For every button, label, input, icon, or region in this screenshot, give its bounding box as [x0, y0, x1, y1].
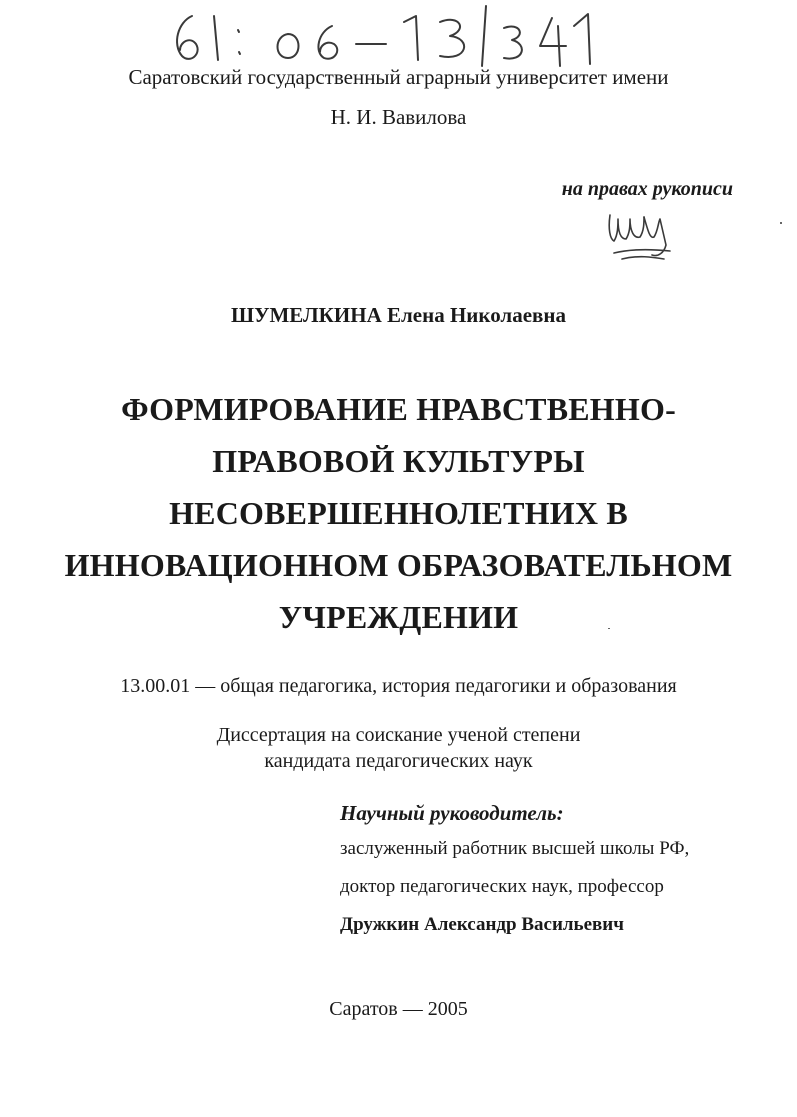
title-line: УЧРЕЖДЕНИИ	[278, 599, 519, 635]
title-line: ФОРМИРОВАНИЕ НРАВСТВЕННО-	[121, 391, 676, 427]
title-line: ИННОВАЦИОННОМ ОБРАЗОВАТЕЛЬНОМ	[64, 547, 733, 583]
scan-speck	[608, 628, 610, 629]
scan-speck	[780, 222, 782, 224]
signature-drawing	[600, 205, 680, 267]
university-name: Саратовский государственный аграрный университет имени	[128, 65, 669, 89]
dissertation-title	[60, 383, 737, 643]
title-line: ПРАВОВОЙ КУЛЬТУРЫ	[212, 443, 585, 479]
supervisor-title: заслуженный работник высшей школы РФ,	[340, 838, 690, 859]
archive-code-handwritten	[160, 0, 640, 70]
supervisor-block	[340, 800, 770, 936]
supervisor-heading: Научный руководитель:	[340, 801, 564, 825]
specialty-code: 13.00.01 — общая педагогика, история педагогики и образования	[120, 675, 677, 697]
title-line: НЕСОВЕРШЕННОЛЕТНИХ В	[169, 495, 628, 531]
rights-note: на правах рукописи	[561, 178, 733, 200]
archive-code-drawing	[160, 0, 640, 70]
supervisor-degree: доктор педагогических наук, профессор	[340, 876, 664, 897]
degree-statement-line1: Диссертация на соискание ученой степени	[216, 724, 581, 746]
university-namesake: Н. И. Вавилова	[330, 105, 467, 129]
author-name: ШУМЕЛКИНА Елена Николаевна	[231, 303, 566, 327]
place-year: Саратов — 2005	[329, 998, 468, 1020]
handwritten-signature	[600, 205, 680, 267]
degree-statement-line2: кандидата педагогических наук	[264, 750, 533, 772]
supervisor-name: Дружкин Александр Васильевич	[340, 914, 624, 935]
